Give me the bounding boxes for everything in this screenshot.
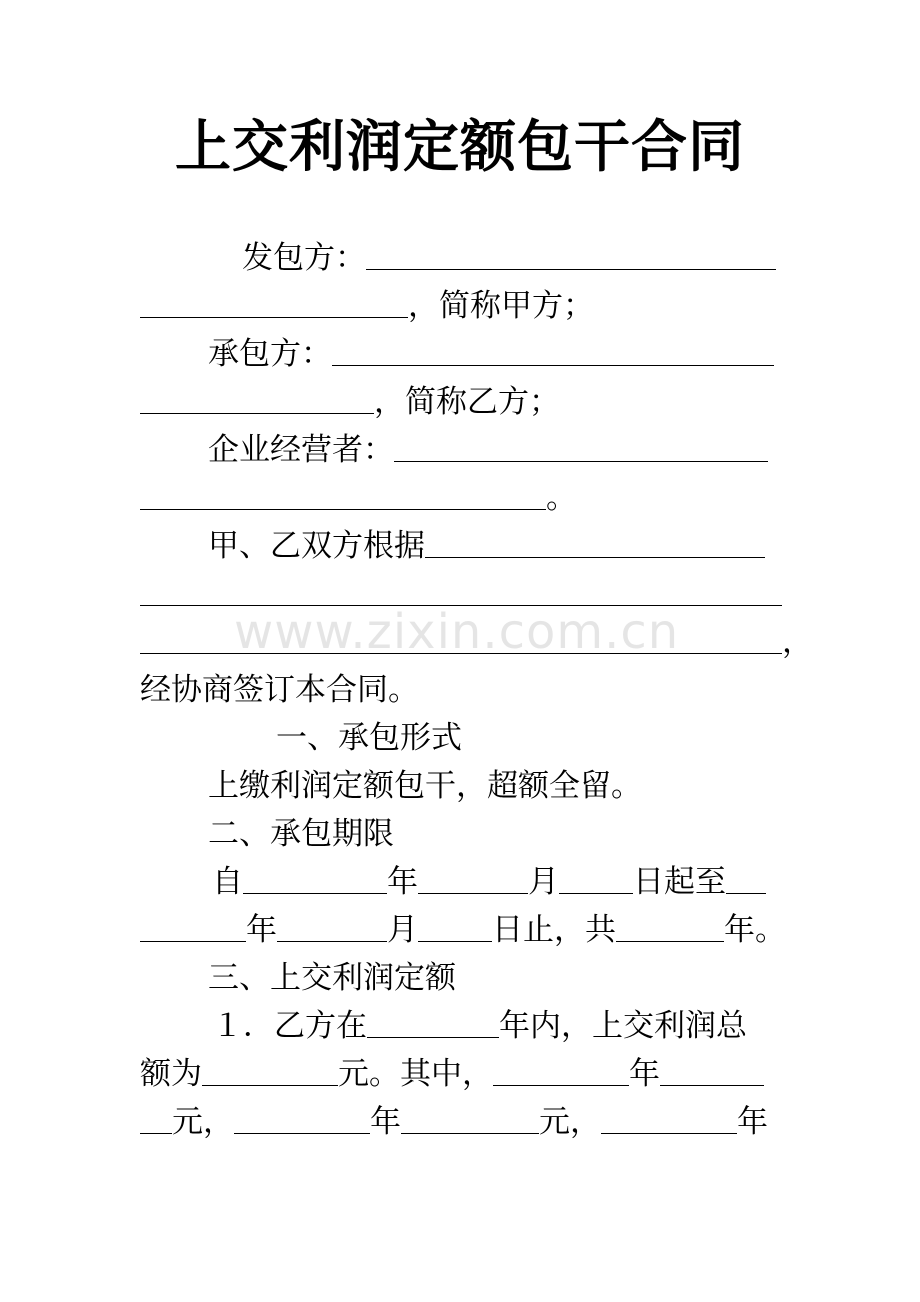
preamble-lead: 甲、乙双方根据 [208,528,425,564]
section-1-body-text: 上缴利润定额包干，超额全留。 [208,768,642,804]
operator-blank-cont [140,481,546,510]
preamble-comma: ， [782,624,813,660]
profit-amount-2-unit: 元， [539,1104,601,1140]
issuer-blank-cont [140,289,408,318]
issuer-line-cont [140,282,594,330]
section-3-heading-text: 三、上交利润定额 [208,960,456,996]
profit-amount-1-blank-cont [140,1105,172,1134]
profit-total-blank [202,1057,338,1086]
preamble-tail: 经协商签订本合同。 [140,672,419,708]
preamble-line-3 [140,618,813,666]
term-line-2 [140,906,786,954]
term-year-label: 年 [387,864,418,900]
profit-year-1-label: 年 [629,1056,660,1092]
contractor-blank [332,337,774,366]
issuer-label: 发包方： [242,240,366,276]
preamble-blank-2 [140,577,782,606]
issuer-suffix: ，简称甲方； [408,288,594,324]
profit-year-2-label: 年 [370,1104,401,1140]
term-start-day-blank [559,865,633,894]
contractor-line-cont [140,378,560,426]
contractor-label: 承包方： [208,336,332,372]
profit-line-1 [212,1002,747,1050]
preamble-blank-3 [140,625,782,654]
term-day-start-label: 日起至 [633,864,726,900]
term-years-end-label: 年。 [724,912,786,948]
profit-item-label: １．乙方在 [212,1008,367,1044]
term-end-month-label: 月 [387,912,418,948]
contractor-line [208,330,774,378]
term-end-day-blank [418,913,492,942]
profit-amount-1-blank [660,1057,764,1086]
term-end-month-blank [277,913,387,942]
profit-year-2-blank [234,1105,370,1134]
term-start-month-blank [418,865,528,894]
section-3-heading [208,954,456,1002]
operator-line-cont [140,474,577,522]
operator-label: 企业经营者： [208,432,394,468]
operator-suffix: 。 [546,480,577,516]
preamble-line-2 [140,570,782,618]
section-1-body [208,762,642,810]
contractor-suffix: ，简称乙方； [374,384,560,420]
profit-year-3-blank [601,1105,737,1134]
term-total-years-blank [616,913,724,942]
profit-line-2 [140,1050,764,1098]
profit-amount-1-unit: 元， [172,1104,234,1140]
issuer-blank [366,241,776,270]
watermark: www.zixin.com.cn [234,604,680,660]
term-end-year-label: 年 [246,912,277,948]
profit-year-3-label: 年 [737,1104,768,1140]
profit-years-blank [367,1009,499,1038]
section-2-heading-text: 二、承包期限 [208,816,394,852]
section-1-heading-text: 一、承包形式 [276,720,462,756]
profit-amount-2-blank [401,1105,539,1134]
section-1-heading [276,714,462,762]
term-end-year-blank [726,865,766,894]
issuer-line [242,234,776,282]
operator-blank [394,433,768,462]
profit-year-1-blank [493,1057,629,1086]
term-start-year-blank [243,865,387,894]
term-month-label: 月 [528,864,559,900]
document-title: 上交利润定额包干合同 [175,115,745,180]
operator-line [208,426,768,474]
preamble-line [208,522,765,570]
profit-among-label: 元。其中， [338,1056,493,1092]
profit-total-label: 额为 [140,1056,202,1092]
term-from-label: 自 [212,864,243,900]
preamble-tail-line [140,666,419,714]
profit-item-text: 年内，上交利润总 [499,1008,747,1044]
profit-line-3 [140,1098,768,1146]
preamble-blank-1 [425,529,765,558]
term-line-1 [212,858,766,906]
term-end-year-blank-cont [140,913,246,942]
contractor-blank-cont [140,385,374,414]
section-2-heading [208,810,394,858]
term-day-end-label: 日止，共 [492,912,616,948]
